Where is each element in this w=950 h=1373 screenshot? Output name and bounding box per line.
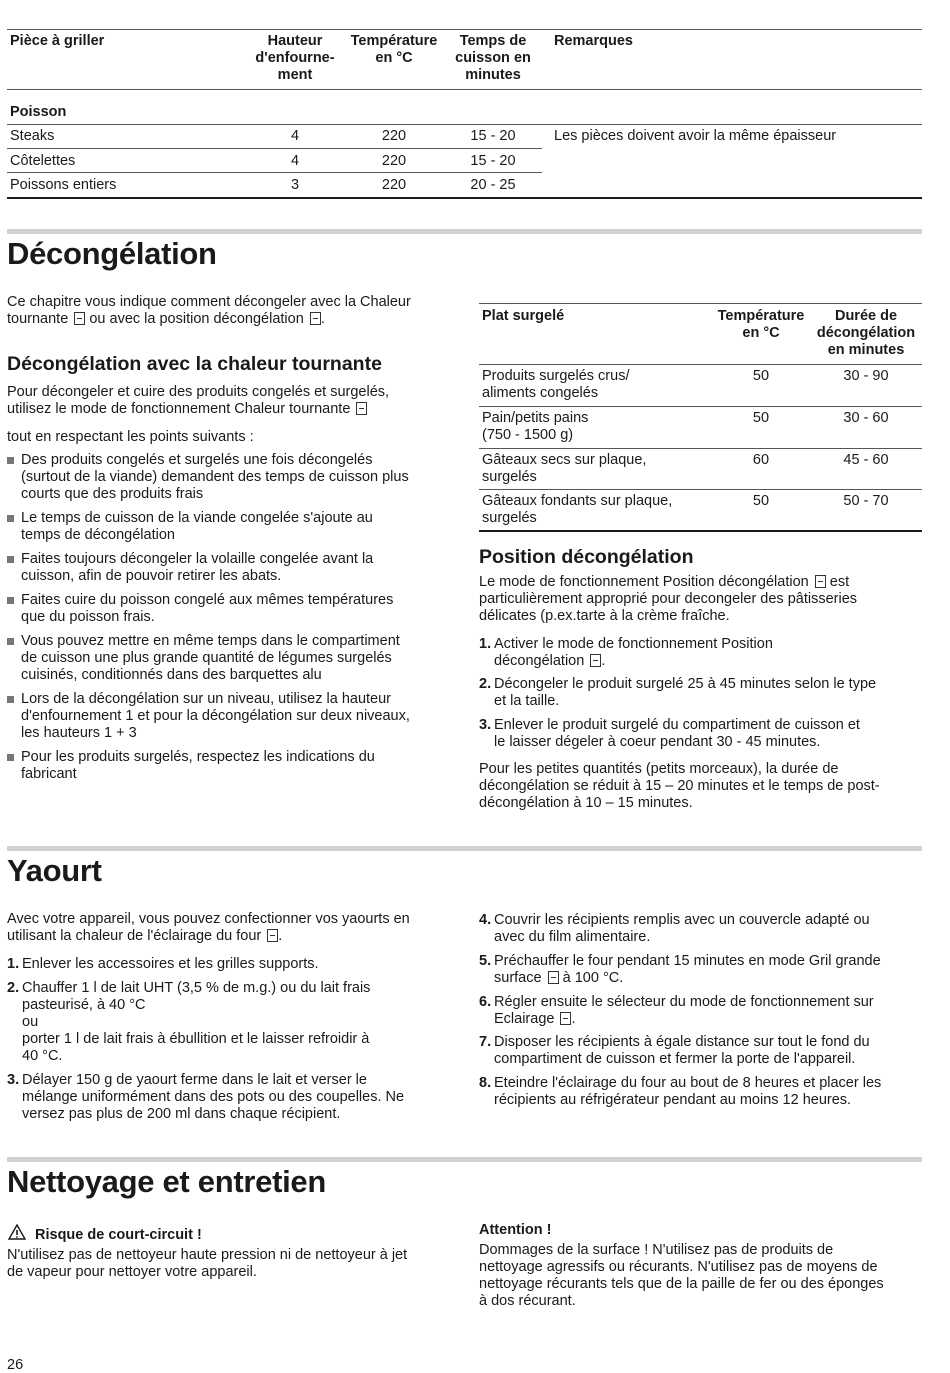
table-rule — [479, 364, 922, 365]
table-cell: 4 — [290, 153, 300, 169]
table-top-rule — [479, 303, 922, 304]
bullet-icon — [7, 638, 14, 645]
warning-title: Risque de court-circuit ! — [35, 1227, 202, 1243]
table-rule — [7, 172, 542, 173]
table-rule — [7, 148, 542, 149]
table-row: Poissons entiers — [10, 177, 117, 193]
table-row: Gâteaux fondants sur plaque, surgelés — [482, 493, 673, 526]
table-row: Pain/petits pains (750 - 1500 g) — [482, 410, 589, 443]
table-row: Côtelettes — [10, 153, 76, 169]
table-bottom-rule — [7, 197, 922, 199]
page-number: 26 — [7, 1357, 24, 1373]
table-remark: Les pièces doivent avoir la même épaisseur — [554, 128, 837, 144]
defrost-icon — [590, 654, 601, 667]
header-duree: Durée de décongélation en minutes — [816, 308, 916, 358]
section-rule — [7, 846, 922, 851]
table-cell: 50 — [752, 368, 770, 384]
table-rule — [479, 406, 922, 407]
section-title-nettoyage: Nettoyage et entretien — [7, 1164, 326, 1199]
attention-title: Attention ! — [479, 1222, 552, 1238]
table-bottom-rule — [479, 530, 922, 532]
decongelation-intro: Ce chapitre vous indique comment décongeler avec la Chaleur tournante ou avec la position décongélation . — [7, 294, 411, 327]
paragraph: Pour les petites quantités (petits morceaux), la durée de décongélation se réduit à 15 – 20 minutes et le temps de post- décongélation à 10 – 15 minutes. — [479, 761, 880, 811]
table-rule — [7, 89, 922, 90]
table-cell: 50 — [752, 493, 770, 509]
header-plat: Plat surgelé — [482, 308, 565, 324]
subsection-title: Décongélation avec la chaleur tournante — [7, 353, 382, 375]
header-hauteur: Hauteur d'enfourne- ment — [255, 33, 335, 83]
header-temps: Temps de cuisson en minutes — [455, 33, 531, 83]
table-row: Steaks — [10, 128, 55, 144]
hot-air-icon — [74, 312, 85, 325]
bullet-icon — [7, 754, 14, 761]
table-cell: 220 — [381, 177, 407, 193]
table-cell: 30 - 60 — [843, 410, 889, 426]
header-piece: Pièce à griller — [10, 33, 105, 49]
table-cell: 220 — [381, 128, 407, 144]
bullet-icon — [7, 556, 14, 563]
table-cell: 60 — [752, 452, 770, 468]
table-cell: 4 — [290, 128, 300, 144]
section-title-yaourt: Yaourt — [7, 853, 102, 888]
paragraph: tout en respectant les points suivants : — [7, 429, 254, 445]
table-cell: 50 - 70 — [843, 493, 889, 509]
bullet-icon — [7, 597, 14, 604]
subsection-title: Position décongélation — [479, 546, 694, 568]
light-icon — [267, 929, 278, 942]
table-rule — [7, 124, 922, 125]
attention-text: Dommages de la surface ! N'utilisez pas de produits de nettoyage agressifs ou récurants. N'utilisez pas de moyens de nettoyage récurants tels que de la paille de fer ou des éponges à dos récurant. — [479, 1242, 884, 1309]
table-cell: 30 - 90 — [843, 368, 889, 384]
bullet-icon — [7, 457, 14, 464]
table-cell: 50 — [752, 410, 770, 426]
table-row: Gâteaux secs sur plaque, surgelés — [482, 452, 647, 485]
table-cell: 220 — [381, 153, 407, 169]
table-cell: 15 - 20 — [470, 128, 516, 144]
warning-text: N'utilisez pas de nettoyeur haute pression ni de nettoyeur à jet de vapeur pour nettoyer votre appareil. — [7, 1247, 408, 1280]
section-rule — [7, 229, 922, 234]
defrost-icon — [310, 312, 321, 325]
section-rule — [7, 1157, 922, 1162]
defrost-icon — [815, 575, 826, 588]
table-cell: 15 - 20 — [470, 153, 516, 169]
light-icon — [560, 1012, 571, 1025]
warning-icon — [8, 1224, 26, 1240]
table-cell: 20 - 25 — [470, 177, 516, 193]
table-rule — [479, 489, 922, 490]
header-remarques: Remarques — [554, 33, 633, 49]
table-group-label: Poisson — [10, 104, 67, 120]
table-row: Produits surgelés crus/ aliments congelés — [482, 368, 630, 401]
yaourt-intro: Avec votre appareil, vous pouvez confectionner vos yaourts en utilisant la chaleur de l'éclairage du four . — [7, 911, 410, 944]
paragraph: Pour décongeler et cuire des produits congelés et surgelés, utilisez le mode de fonctionnement Chaleur tournante — [7, 384, 390, 417]
section-title-decongelation: Décongélation — [7, 236, 217, 271]
paragraph: Le mode de fonctionnement Position décongélation est particulièrement approprié pour decongeler des pâtisseries délicates (p.ex.tarte à la crème fraîche. — [479, 574, 858, 624]
header-temperature: Température en °C — [350, 33, 438, 66]
table-cell: 45 - 60 — [843, 452, 889, 468]
header-temperature: Température en °C — [717, 308, 805, 341]
bullet-icon — [7, 515, 14, 522]
grill-icon — [548, 971, 559, 984]
hot-air-icon — [356, 402, 367, 415]
table-rule — [479, 448, 922, 449]
table-top-rule — [7, 29, 922, 30]
table-cell: 3 — [290, 177, 300, 193]
bullet-icon — [7, 696, 14, 703]
